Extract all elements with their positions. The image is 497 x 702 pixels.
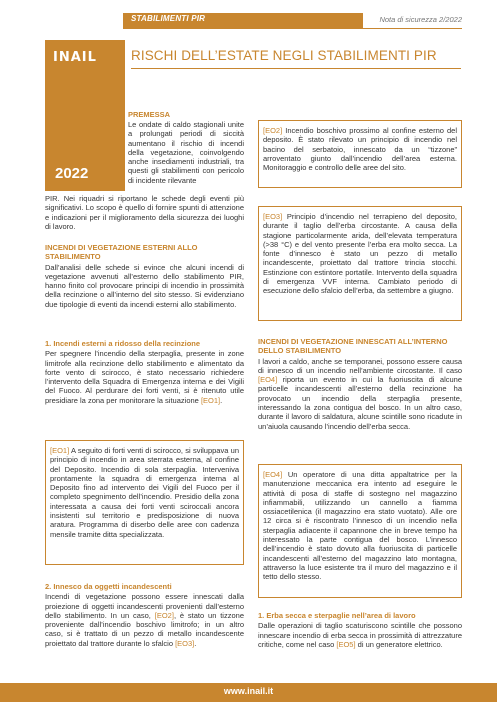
sub2-heading: 2. Innesco da oggetti incandescenti: [45, 582, 172, 591]
eo3-label: [EO3]: [263, 212, 283, 221]
eo3-box: [258, 206, 462, 321]
premessa-heading: PREMESSA: [128, 110, 171, 119]
premessa-paragraph-1: Le ondate di caldo stagionali unite a prolungati periodi di siccità aumentano il rischio di incendi della vegetazione, coinvolgendo anche insediamenti industriali, tra questi gli stabilimenti con pericolo di incidente rilevante: [128, 120, 244, 185]
sub1-section: [45, 339, 244, 405]
header-rule: [123, 28, 462, 29]
eo5-reference: [EO5]: [336, 639, 356, 649]
eo4-box: [258, 464, 462, 598]
eo1-reference: [EO1]: [200, 395, 221, 405]
section-label-bar: [123, 13, 363, 28]
eo1-label: [EO1]: [50, 446, 70, 455]
section-label: STABILIMENTI PIR: [131, 14, 206, 23]
eo3-reference: [EO3]: [175, 638, 195, 648]
title-rule: [131, 68, 461, 69]
inail-logo: INAIL: [53, 50, 97, 65]
eo2-text: [EO2] Incendio boschivo prossimo al confine esterno del deposito. È stato rilevato un principio di incendio nel bacino del serbatoio, innescato da un “tizzone” arroventato giunto dall’incendio dell’area esterna. Monitoraggio e controllo delle aree del sito.: [263, 126, 457, 173]
footer-url[interactable]: www.inail.it: [223, 686, 274, 696]
brand-block: [45, 40, 125, 191]
esterni-body: Dall’analisi delle schede si evince che alcuni incendi di vegetazione avvenuti all’esterno dello stabilimento PIR, hanno finito col provocare principi di incendio in prossimità della recinzione o all’interno del sito stesso. Si evidenziano due tipologie di eventi da incendi esterni allo stabilimento.: [45, 262, 244, 309]
page-title: RISCHI DELL’ESTATE NEGLI STABILIMENTI PIR: [131, 48, 437, 63]
esterni-section: [45, 243, 244, 309]
eo4-label: [EO4]: [263, 470, 283, 479]
footer-bar: [0, 683, 497, 702]
eo1-box: [45, 440, 244, 565]
eo1-text: [EO1] A seguito di forti venti di scirocco, si sviluppava un principio di incendio in area sterrata esterna, al confine del Deposito. Incendio di sola sterpaglia. Interveniva prontamente la squadra di emergenza interna al Deposito fino ad intervento dei Vigili del Fuoco per il completo spegnimento dell’incendio. Presidio della zona interessata a causa dei forti venti sciroccali ancora insistenti sul territorio e predisposizione di nuova aratura. Programma di diserbo delle aree con cadenza mensile tramite ditta specializzata.: [50, 446, 239, 539]
sub1-body: Per spegnere l’incendio della sterpaglia, presente in zone limitrofe alla recinzione dello stabilimento e alimentato da forte vento di scirocco, è stato necessario richiedere l’intervento della Squadra di Emergenza interna e dei Vigili del Fuoco. Al perdurare dei forti venti, si è ritenuto utile presidiare la zona per monitorare la situazione [EO1].: [45, 349, 244, 405]
interni-heading: INCENDI DI VEGETAZIONE INNESCATI ALL’INTERNO DELLO STABILIMENTO: [258, 337, 448, 356]
interni-body: I lavori a caldo, anche se temporanei, possono essere causa di innesco di un incendio nell’ambiente circostante. Il caso [EO4] riporta un evento in cui la fuoriuscita di alcune particelle incandescenti all’esterno della recinzione ha provocato un incendio della sterpaglia presente, interessando la zona contigua del bosco. In un altro caso, durante il lavoro di saldatura, alcune scintille sono ricadute in un’aiuola causando l’incendio dell’erba secca.: [258, 356, 462, 431]
document-note: Nota di sicurezza 2/2022: [379, 15, 462, 24]
esterni-heading: INCENDI DI VEGETAZIONE ESTERNI ALLO STABILIMENTO: [45, 243, 198, 262]
sub2-section: [45, 582, 244, 648]
sub3-section: [258, 611, 462, 649]
sub1-heading: 1. Incendi esterni a ridosso della recinzione: [45, 339, 201, 348]
year-label: 2022: [55, 165, 89, 182]
premessa-paragraph-2: PIR. Nei riquadri si riportano le schede degli eventi più significativi. Lo scopo è quello di fornire spunti di attenzione e indicazioni per il miglioramento della sicurezza dei luoghi di lavoro.: [45, 194, 244, 231]
eo4-reference: [EO4]: [258, 375, 278, 385]
sub3-heading: 1. Erba secca e sterpaglie nell’area di lavoro: [258, 611, 416, 620]
sub3-body: Dalle operazioni di taglio scaturiscono scintille che possono innescare incendio di erba secca in prossimità di attrezzature critiche, come nel caso [EO5] di un generatore elettrico.: [258, 621, 462, 649]
eo3-text: [EO3] Principio d’incendio nel terrapieno del deposito, durante il taglio dell’erba circostante. A causa della stagione particolarmente arida, dell’elevata temperatura (>38 °C) e del vento presente l’erba era molto secca. La fonte d’innesco è stato un pezzo di metallo incandescente, proiettato dal trattore trincia stocchi. Estinzione con estintore portatile. Intervento della squadra di emergenza VVF interna. Cambiato periodo di esecuzione dello sfalcio dell’erba, da settembre a giugno.: [263, 212, 457, 296]
sub2-body: Incendi di vegetazione possono essere innescati dalla proiezione di oggetti incandescenti provenienti dall’esterno dello stabilimento. In un caso, [EO2], è stato un tizzone proveniente dall’incendio boschivo limitrofo; in un altro caso, si è trattato di un pezzo di metallo incandescente proiettato dal trattore durante lo sfalcio [EO3].: [45, 592, 244, 648]
eo2-label: [EO2]: [263, 126, 283, 135]
interni-section: [258, 337, 462, 431]
eo2-reference: [EO2]: [154, 610, 174, 620]
eo4-text: [EO4] Un operatore di una ditta appaltatrice per la manutenzione meccanica era intento ad eseguire le attività di posa di staffe di sostegno nel magazzino infiammabili, utilizzando un cannello a fiamma ossiacetilenica (il magazzino era stato vuotato). Alle ore 12 circa si è riscontrato l’innesco di un incendio nella sterpaglia adiacente il capannone che in breve tempo ha interessato la parte contigua del bosco. L’innesco dell’incendio è stato dovuto alla fuoriuscita di particelle incandescenti all’esterno del magazzino lato montagna, attraverso la luce esistente tra il muro del magazzino e il tetto dello stesso.: [263, 470, 457, 582]
eo2-box: [258, 120, 462, 188]
